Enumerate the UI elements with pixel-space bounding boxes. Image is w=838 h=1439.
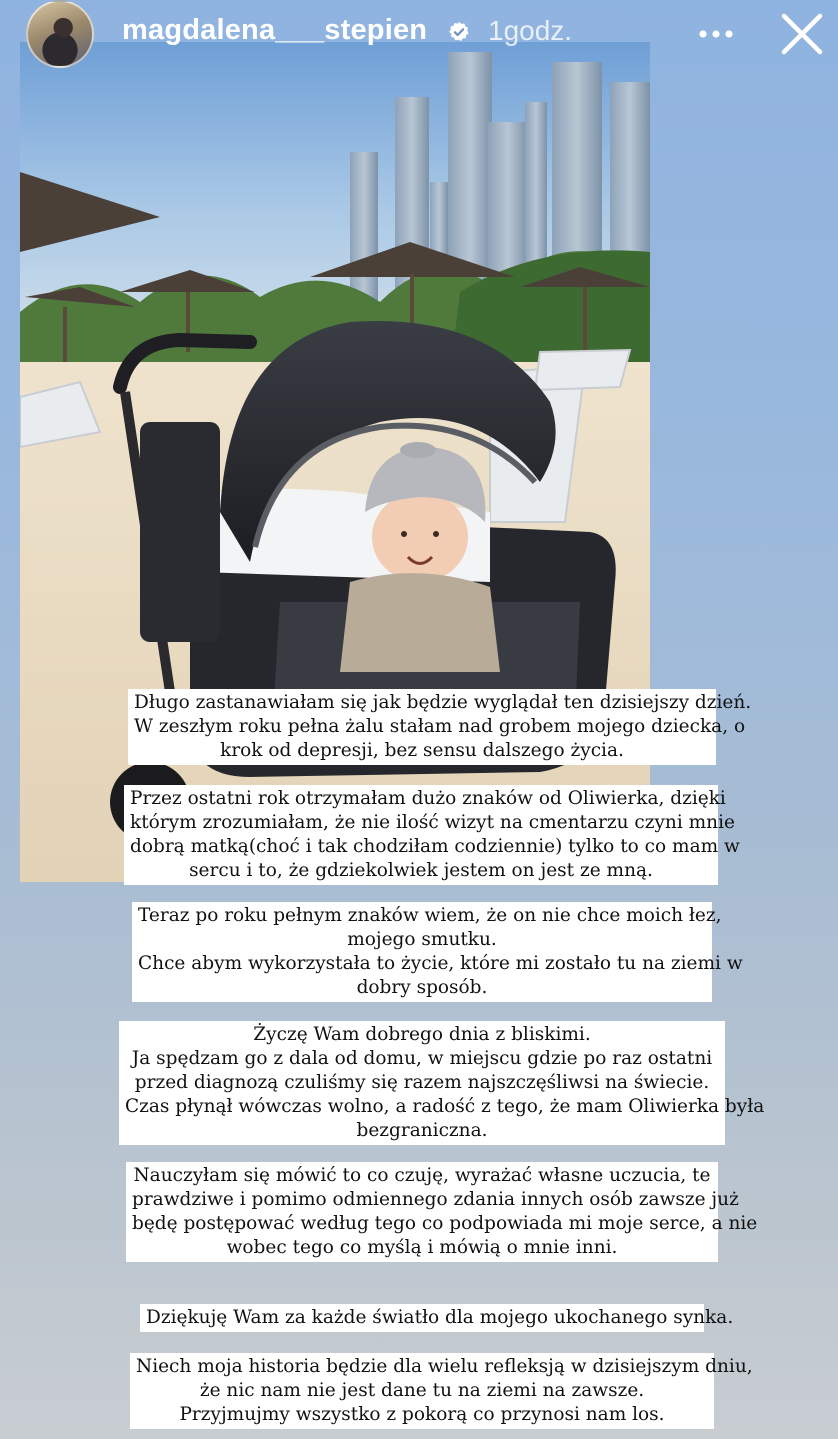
text-line: Niech moja historia będzie dla wielu refleksją w dzisiejszym dniu, (136, 1356, 753, 1377)
text-line: Czas płynął wówczas wolno, a radość z tego, że mam Oliwierka była (125, 1096, 765, 1117)
text-line: Chce abym wykorzystała to życie, które mi zostało tu na ziemi w (138, 953, 743, 974)
verified-badge-icon (448, 21, 470, 43)
story-text-block-3 (132, 902, 743, 1002)
story-text-block-1 (128, 689, 752, 765)
text-line: bezgraniczna. (356, 1120, 488, 1141)
story-text-block-7 (130, 1353, 753, 1429)
text-line: wobec tego co myślą i mówią o mnie inni. (226, 1237, 618, 1258)
more-options-icon[interactable] (698, 27, 734, 41)
text-line: Przez ostatni rok otrzymałam dużo znaków od Oliwierka, dzięki (130, 788, 726, 809)
text-line: Ja spędzam go z dala od domu, w miejscu gdzie po raz ostatni (131, 1048, 713, 1069)
close-icon[interactable] (780, 12, 824, 56)
story-text-block-4 (119, 1021, 765, 1145)
text-line: będę postępować według tego co podpowiada mi moje serce, a nie (132, 1213, 758, 1234)
text-line: Nauczyłam się mówić to co czuję, wyrażać własne uczucia, te (133, 1165, 711, 1186)
text-line: mojego smutku. (347, 929, 497, 950)
text-line: że nic nam nie jest dane tu na ziemi na zawsze. (199, 1380, 645, 1401)
text-line: którym zrozumiałam, że nie ilość wizyt na cmentarzu czyni mnie (130, 812, 735, 833)
text-line: prawdziwe i pomimo odmiennego zdania innych osób zawsze już (132, 1189, 739, 1210)
text-line: sercu i to, że gdziekolwiek jestem on jest ze mną. (189, 860, 653, 881)
text-line: Dziękuję Wam za każde światło dla mojego ukochanego synka. (146, 1307, 734, 1328)
text-line: krok od depresji, bez sensu dalszego życia. (220, 740, 624, 761)
post-time: 1godz. (488, 15, 573, 46)
username[interactable]: magdalena___stepien (122, 14, 428, 46)
text-line: Życzę Wam dobrego dnia z bliskimi. (253, 1024, 591, 1045)
text-line: Przyjmujmy wszystko z pokorą co przynosi nam los. (179, 1404, 665, 1425)
story-text-block-6 (140, 1304, 734, 1332)
text-line: W zeszłym roku pełna żalu stałam nad grobem mojego dziecka, o (134, 716, 746, 737)
story-text-block-5 (126, 1162, 758, 1262)
text-line: dobrą matką(choć i tak chodziłam codziennie) tylko to co mam w (130, 836, 740, 857)
profile-avatar[interactable] (26, 0, 94, 68)
text-line: przed diagnozą czuliśmy się razem najszczęśliwsi na świecie. (134, 1072, 710, 1093)
text-line: dobry sposób. (356, 977, 488, 998)
text-line: Teraz po roku pełnym znaków wiem, że on nie chce moich łez, (138, 905, 722, 926)
text-line: Długo zastanawiałam się jak będzie wyglądał ten dzisiejszy dzień. (134, 692, 752, 713)
story-text-block-2 (124, 785, 740, 885)
story-header (0, 0, 838, 70)
